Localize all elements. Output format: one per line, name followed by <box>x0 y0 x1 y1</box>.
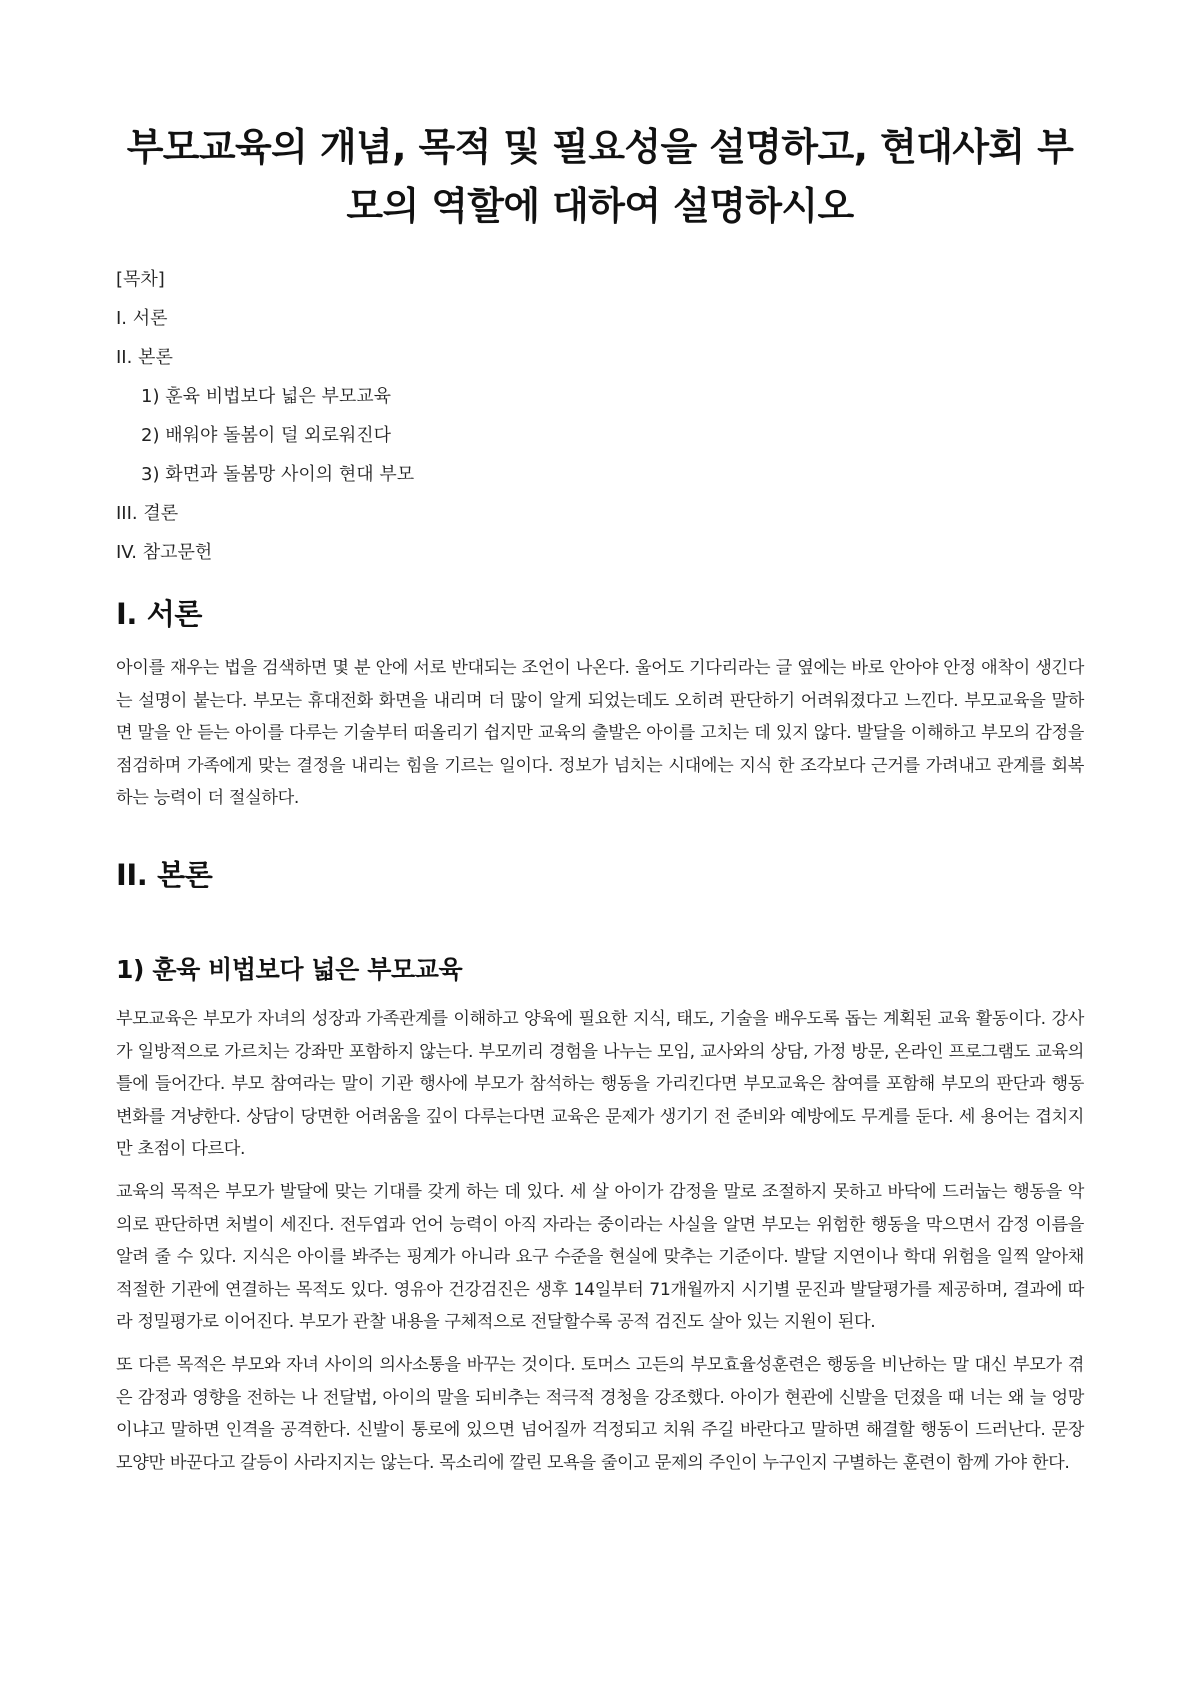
subsection-1-paragraph-2: 교육의 목적은 부모가 발달에 맞는 기대를 갖게 하는 데 있다. 세 살 아이가 감정을 말로 조절하지 못하고 바닥에 드러눕는 행동을 악의로 판단하면 처벌이 세진다. 전두엽과 언어 능력이 아직 자라는 중이라는 사실을 알면 부모는 위험한 행동을 막으면서 감정 이름을 알려 줄 수 있다. 지식은 아이를 봐주는 핑계가 아니라 요구 수준을 현실에 맞추는 기준이다. 발달 지연이나 학대 위험을 일찍 알아채 적절한 기관에 연결하는 목적도 있다. 영유아 건강검진은 생후 14일부터 71개월까지 시기별 문진과 발달평가를 제공하며, 결과에 따라 정밀평가로 이어진다. 부모가 관찰 내용을 구체적으로 전달할수록 공적 검진도 살아 있는 지원이 된다. <box>116 1181 1084 1333</box>
toc-item-conclusion: III. 결론 <box>116 503 179 524</box>
toc-item-body-sub1: 1) 훈육 비법보다 넓은 부모교육 <box>141 386 392 407</box>
toc-item-body-sub2: 2) 배워야 돌봄이 덜 외로워진다 <box>141 425 392 446</box>
introduction-section <box>116 584 1084 815</box>
subsection-1-paragraph-1: 부모교육은 부모가 자녀의 성장과 가족관계를 이해하고 양육에 필요한 지식, 태도, 기술을 배우도록 돕는 계획된 교육 활동이다. 강사가 일방적으로 가르치는 강좌만 포함하지 않는다. 부모끼리 경험을 나누는 모임, 교사와의 상담, 가정 방문, 온라인 프로그램도 교육의 틀에 들어간다. 부모 참여라는 말이 기관 행사에 부모가 참석하는 행동을 가리킨다면 부모교육은 참여를 포함해 부모의 판단과 행동 변화를 겨냥한다. 상담이 당면한 어려움을 깊이 다루는다면 교육은 문제가 생기기 전 준비와 예방에도 무게를 둔다. 세 용어는 겹치지만 초점이 다르다. <box>116 1008 1084 1160</box>
table-of-contents <box>116 260 1084 572</box>
document-title: 부모교육의 개념, 목적 및 필요성을 설명하고, 현대사회 부모의 역할에 대하여 설명하시오 <box>126 125 1074 228</box>
toc-item-body-sub3: 3) 화면과 돌봄망 사이의 현대 부모 <box>141 464 415 485</box>
toc-item-body: II. 본론 <box>116 347 173 368</box>
subsection-heading-1: 1) 훈육 비법보다 넓은 부모교육 <box>116 954 463 984</box>
toc-label: [목차] <box>116 269 165 290</box>
introduction-paragraph: 아이를 재우는 법을 검색하면 몇 분 안에 서로 반대되는 조언이 나온다. 울어도 기다리라는 글 옆에는 바로 안아야 안정 애착이 생긴다는 설명이 붙는다. 부모는 휴대전화 화면을 내리며 더 많이 알게 되었는데도 오히려 판단하기 어려워졌다고 느낀다. 부모교육을 말하면 말을 안 듣는 아이를 다루는 기술부터 떠올리기 쉽지만 교육의 출발은 아이를 고치는 데 있지 않다. 발달을 이해하고 부모의 감정을 점검하며 가족에게 맞는 결정을 내리는 힘을 기르는 일이다. 정보가 넘치는 시대에는 지식 한 조각보다 근거를 가려내고 관계를 회복하는 능력이 더 절실하다. <box>116 658 1084 809</box>
toc-item-introduction: I. 서론 <box>116 308 168 329</box>
body-section <box>116 845 1084 1479</box>
subsection-1-paragraph-3: 또 다른 목적은 부모와 자녀 사이의 의사소통을 바꾸는 것이다. 토머스 고든의 부모효율성훈련은 행동을 비난하는 말 대신 부모가 겪은 감정과 영향을 전하는 나 전달법, 아이의 말을 되비추는 적극적 경청을 강조했다. 아이가 현관에 신발을 던졌을 때 너는 왜 늘 엉망이냐고 말하면 인격을 공격한다. 신발이 통로에 있으면 넘어질까 걱정되고 치워 주길 바란다고 말하면 해결할 행동이 드러난다. 문장 모양만 바꾼다고 갈등이 사라지지는 않는다. 목소리에 깔린 모욕을 줄이고 문제의 주인이 누구인지 구별하는 훈련이 함께 가야 한다. <box>116 1354 1084 1473</box>
introduction-heading: I. 서론 <box>116 597 202 631</box>
toc-item-references: IV. 참고문헌 <box>116 542 213 563</box>
body-heading: II. 본론 <box>116 857 213 892</box>
